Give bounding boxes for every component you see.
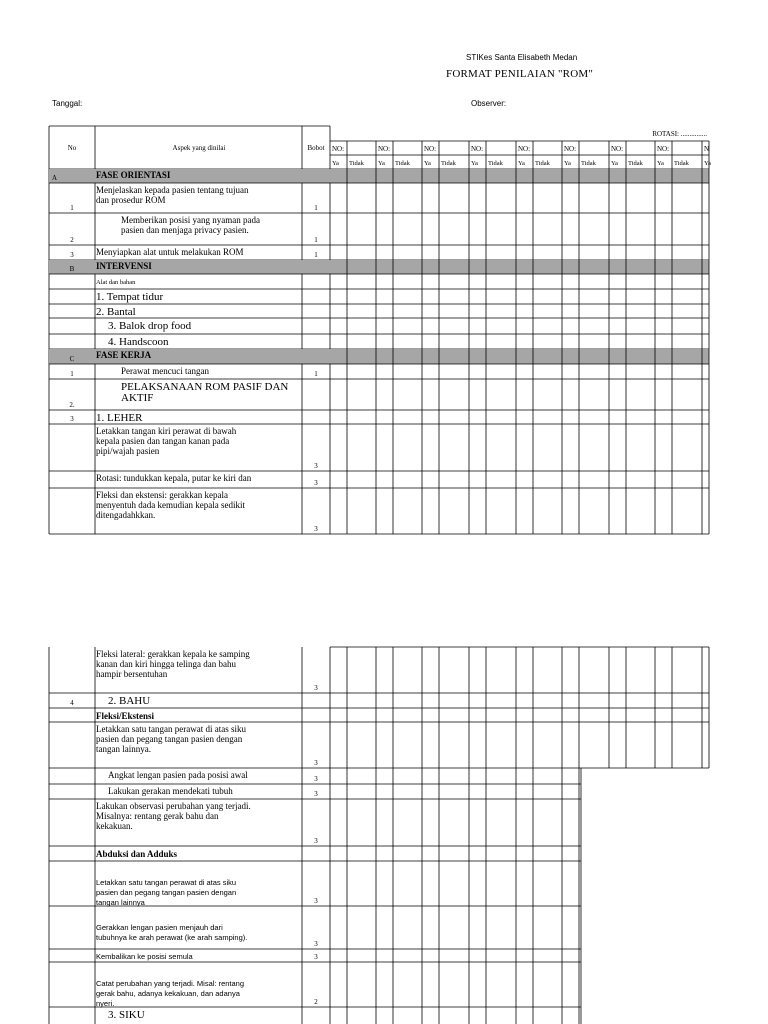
- row-number: 2: [70, 236, 74, 244]
- aspect-text: pasien dan pegang tangan pasien dengan: [96, 888, 237, 897]
- group-no-label: NO:: [611, 145, 624, 153]
- row-number: 2.: [69, 401, 75, 409]
- yes-header: Ya: [332, 160, 339, 167]
- aspect-text: PELAKSANAAN ROM PASIF DAN: [121, 381, 289, 393]
- aspect-text: Misalnya: rentang gerak bahu dan: [96, 811, 219, 821]
- row-number: 1: [70, 204, 74, 212]
- aspect-text: pipi/wajah pasien: [96, 446, 160, 456]
- row-number: B: [69, 265, 75, 273]
- aspect-text: Alat dan bahan: [96, 279, 136, 286]
- yes-header: Ya: [471, 160, 478, 167]
- weight-value: 2: [314, 998, 318, 1006]
- weight-value: 3: [314, 462, 318, 470]
- weight-value: 3: [314, 953, 318, 961]
- weight-value: 3: [314, 775, 318, 783]
- aspect-text: Abduksi dan Adduks: [96, 849, 178, 859]
- no-header: Tidak: [628, 160, 643, 167]
- yes-header: Ya: [424, 160, 431, 167]
- weight-value: 3: [314, 897, 318, 905]
- aspect-text: Lakukan observasi perubahan yang terjadi.: [96, 801, 251, 811]
- yes-header: Ya: [518, 160, 525, 167]
- rotation-label: ROTASI: ...............: [652, 130, 707, 138]
- yes-header: Ya: [564, 160, 571, 167]
- aspect-text: INTERVENSI: [96, 261, 152, 271]
- aspect-text: 1. LEHER: [96, 412, 143, 424]
- aspect-text: nyeri.: [96, 999, 115, 1008]
- row-number: 1: [70, 370, 74, 378]
- no-header: Tidak: [349, 160, 364, 167]
- no-header: Tidak: [488, 160, 503, 167]
- no-header: Tidak: [535, 160, 550, 167]
- group-no-label: NO:: [471, 145, 484, 153]
- aspect-text: Letakkan tangan kiri perawat di bawah: [96, 426, 237, 436]
- weight-value: 1: [314, 251, 318, 259]
- aspect-text: 2. Bantal: [96, 306, 136, 318]
- form-title: FORMAT PENILAIAN "ROM": [446, 68, 594, 80]
- aspect-text: tubuhnya ke arah perawat (ke arah samping).: [96, 933, 248, 942]
- aspect-text: FASE KERJA: [96, 350, 152, 360]
- group-no-label: NO:: [378, 145, 391, 153]
- weight-value: 3: [314, 479, 318, 487]
- no-header: Tidak: [674, 160, 689, 167]
- aspect-text: FASE ORIENTASI: [96, 170, 171, 180]
- aspect-text: Angkat lengan pasien pada posisi awal: [108, 770, 248, 780]
- institution-name: STIKes Santa Elisabeth Medan: [466, 53, 578, 62]
- group-no-label: NO:: [657, 145, 670, 153]
- aspect-text: tangan lainnya.: [96, 744, 151, 754]
- row-number: 3: [70, 251, 74, 259]
- weight-value: 1: [314, 370, 318, 378]
- group-no-label: N: [704, 145, 710, 153]
- aspect-text: hampir bersentuhan: [96, 669, 168, 679]
- aspect-text: Fleksi/Ekstensi: [96, 711, 155, 721]
- row-number: A: [52, 174, 58, 182]
- weight-value: 3: [314, 525, 318, 533]
- aspect-text: 3. Balok drop food: [108, 320, 192, 332]
- weight-value: 1: [314, 236, 318, 244]
- group-no-label: NO:: [424, 145, 437, 153]
- header-no: No: [67, 144, 77, 152]
- aspect-text: AKTIF: [121, 392, 154, 404]
- yes-header: Ya: [657, 160, 664, 167]
- no-header: Tidak: [581, 160, 596, 167]
- aspect-text: kepala pasien dan tangan kanan pada: [96, 436, 230, 446]
- weight-value: 3: [314, 759, 318, 767]
- aspect-text: Menjelaskan kepada pasien tentang tujuan: [96, 185, 249, 195]
- aspect-text: Letakkan satu tangan perawat di atas siku: [96, 724, 246, 734]
- group-no-label: NO:: [518, 145, 531, 153]
- aspect-text: kanan dan kiri hingga telinga dan bahu: [96, 659, 236, 669]
- weight-value: 3: [314, 940, 318, 948]
- aspect-text: gerak bahu, adanya kekakuan, dan adanya: [96, 989, 240, 998]
- aspect-text: menyentuh dada kemudian kepala sedikit: [96, 500, 245, 510]
- aspect-text: Kembalikan ke posisi semula: [96, 952, 193, 961]
- no-header: Tidak: [441, 160, 456, 167]
- header-aspect: Aspek yang dinilai: [172, 144, 226, 152]
- aspect-text: Menyiapkan alat untuk melakukan ROM: [96, 247, 244, 257]
- weight-value: 3: [314, 684, 318, 692]
- aspect-text: Lakukan gerakan mendekati tubuh: [108, 786, 233, 796]
- header-weight: Bobot: [307, 144, 325, 152]
- group-no-label: NO:: [564, 145, 577, 153]
- aspect-text: 1. Tempat tidur: [96, 291, 164, 303]
- aspect-text: Gerakkan lengan pasien menjauh dari: [96, 923, 223, 932]
- yes-header: Ya: [378, 160, 385, 167]
- aspect-text: Catat perubahan yang terjadi. Misal: rentang: [96, 979, 245, 988]
- weight-value: 3: [314, 790, 318, 798]
- row-number: 4: [70, 699, 74, 707]
- aspect-text: 3. SIKU: [108, 1009, 145, 1021]
- aspect-text: 2. BAHU: [108, 695, 151, 707]
- row-number: 3: [70, 415, 74, 423]
- yes-header: Ya: [611, 160, 618, 167]
- no-header: Tidak: [395, 160, 410, 167]
- aspect-text: Memberikan posisi yang nyaman pada: [121, 215, 260, 225]
- weight-value: 3: [314, 837, 318, 845]
- weight-value: 1: [314, 204, 318, 212]
- yes-header: Ya: [704, 160, 711, 167]
- aspect-text: Letakkan satu tangan perawat di atas siku: [96, 878, 237, 887]
- aspect-text: Fleksi lateral: gerakkan kepala ke samping: [96, 649, 250, 659]
- date-label: Tanggal:: [52, 99, 83, 108]
- aspect-text: tangan lainnya: [96, 898, 145, 907]
- aspect-text: dan prosedur ROM: [96, 195, 166, 205]
- aspect-text: Fleksi dan ekstensi: gerakkan kepala: [96, 490, 228, 500]
- aspect-text: Rotasi: tundukkan kepala, putar ke kiri dan: [96, 473, 252, 483]
- aspect-text: pasien dan pegang tangan pasien dengan: [96, 734, 243, 744]
- aspect-text: pasien dan menjaga privacy pasien.: [121, 225, 249, 235]
- group-no-label: NO:: [332, 145, 345, 153]
- aspect-text: kekakuan.: [96, 821, 133, 831]
- row-number: C: [69, 355, 75, 363]
- aspect-text: Perawat mencuci tangan: [121, 366, 209, 376]
- observer-label: Observer:: [471, 99, 507, 108]
- aspect-text: ditengadahkkan.: [96, 510, 156, 520]
- aspect-text: 4. Handscoon: [108, 336, 169, 348]
